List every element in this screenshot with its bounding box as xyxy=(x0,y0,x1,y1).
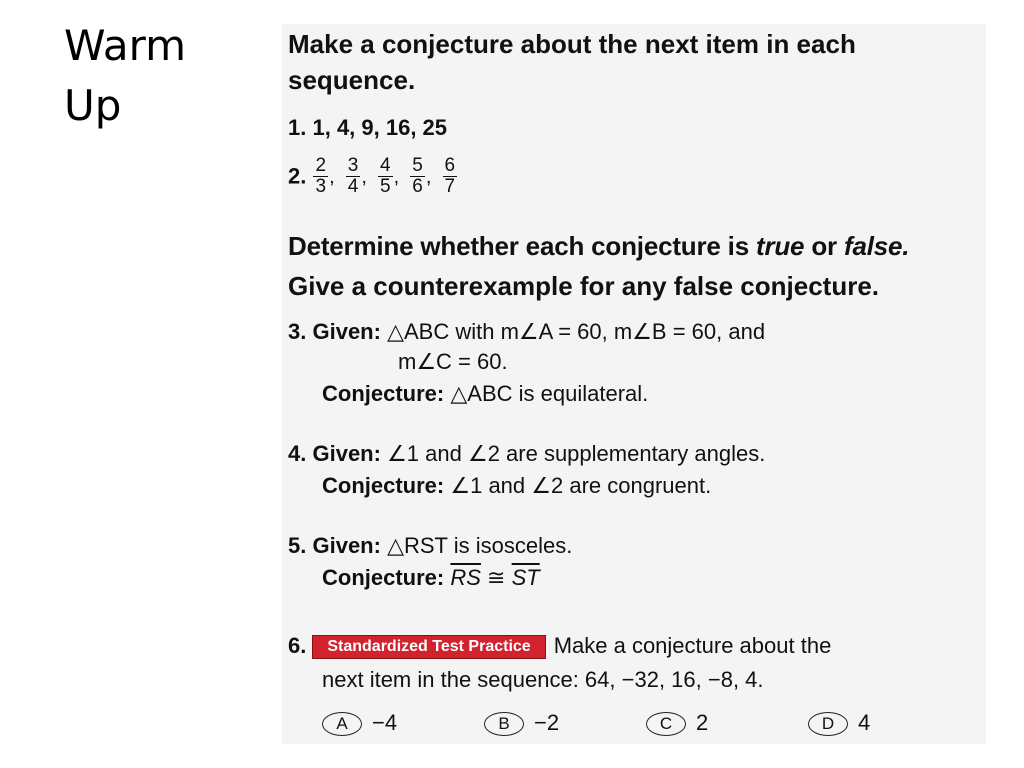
conjecture-text: △ABC is equilateral. xyxy=(450,381,649,406)
given-text: ∠1 and ∠2 are supplementary angles. xyxy=(387,441,766,466)
given-text-continued: m∠C = 60. xyxy=(398,349,508,374)
choice-letter: A xyxy=(322,712,362,736)
question-number: 2. xyxy=(288,163,307,189)
section2-heading-line2: Give a counterexample for any false conjecture. xyxy=(288,271,880,301)
fraction: $\frac{6}{7}$ xyxy=(444,155,456,197)
question-number: 1. xyxy=(288,115,307,140)
choice-letter: C xyxy=(646,712,686,736)
given-label: Given: xyxy=(312,319,381,344)
question-3-conjecture xyxy=(322,378,648,410)
fraction: $\frac{5}{6}$ xyxy=(412,155,423,197)
fraction: $\frac{2}{3}$ xyxy=(315,155,327,197)
choice-letter: B xyxy=(484,712,524,736)
conjecture-text: ∠1 and ∠2 are congruent. xyxy=(450,473,712,498)
question-5: 5. Given: △RST is isosceles. xyxy=(288,533,573,558)
fraction: $\frac{3}{4}$ xyxy=(347,155,359,197)
sequence-text: 1, 4, 9, 16, 25 xyxy=(312,115,448,140)
question-4: 4. Given: ∠1 and ∠2 are supplementary angles. xyxy=(288,441,766,466)
given-label: Given: xyxy=(312,533,381,558)
choice-letter: D xyxy=(808,712,848,736)
worksheet-image xyxy=(282,24,986,744)
segment-rs: $\overline{RS}$ xyxy=(450,565,481,590)
choice-d[interactable]: D 4 xyxy=(808,708,870,738)
given-label: Given: xyxy=(312,441,381,466)
given-text: △ABC with m∠A = 60, m∠B = 60, and xyxy=(387,319,766,344)
question-1 xyxy=(288,112,447,144)
question-2: 2. $\frac{2}{3}$ , $\frac{3}{4}$ , $\frac{4}{5}$ , $\frac{5}{6}$ , $\frac{6}{7}$ xyxy=(288,155,456,197)
segment-st: $\overline{ST}$ xyxy=(511,565,540,590)
question-3: 3. Given: △ABC with m∠A = 60, m∠B = 60, and xyxy=(288,319,766,344)
choice-b[interactable]: B −2 xyxy=(484,708,559,738)
choice-a[interactable]: A −4 xyxy=(322,708,397,738)
choice-c[interactable]: C 2 xyxy=(646,708,708,738)
question-4-conjecture xyxy=(322,470,711,502)
congruent-symbol: ≅ xyxy=(480,565,512,590)
question-6: 6. Standardized Test Practice Make a conjecture about the xyxy=(288,633,832,658)
question-6-text-line2: next item in the sequence: 64, −32, 16, −8, 4. xyxy=(322,667,764,692)
slide-title: Warm Up xyxy=(64,21,187,130)
conjecture-label: Conjecture: xyxy=(322,473,445,498)
section1-heading: Make a conjecture about the next item in each sequence. xyxy=(288,29,856,95)
section2-heading: Determine whether each conjecture is true or false. xyxy=(288,231,910,261)
conjecture-label: Conjecture: xyxy=(322,381,445,406)
fraction: $\frac{4}{5}$ xyxy=(380,155,391,197)
standardized-test-badge: Standardized Test Practice xyxy=(312,635,545,659)
conjecture-label: Conjecture: xyxy=(322,565,445,590)
question-5-conjecture xyxy=(322,562,540,594)
given-text: △RST is isosceles. xyxy=(387,533,573,558)
question-6-text: Make a conjecture about the xyxy=(553,633,832,658)
